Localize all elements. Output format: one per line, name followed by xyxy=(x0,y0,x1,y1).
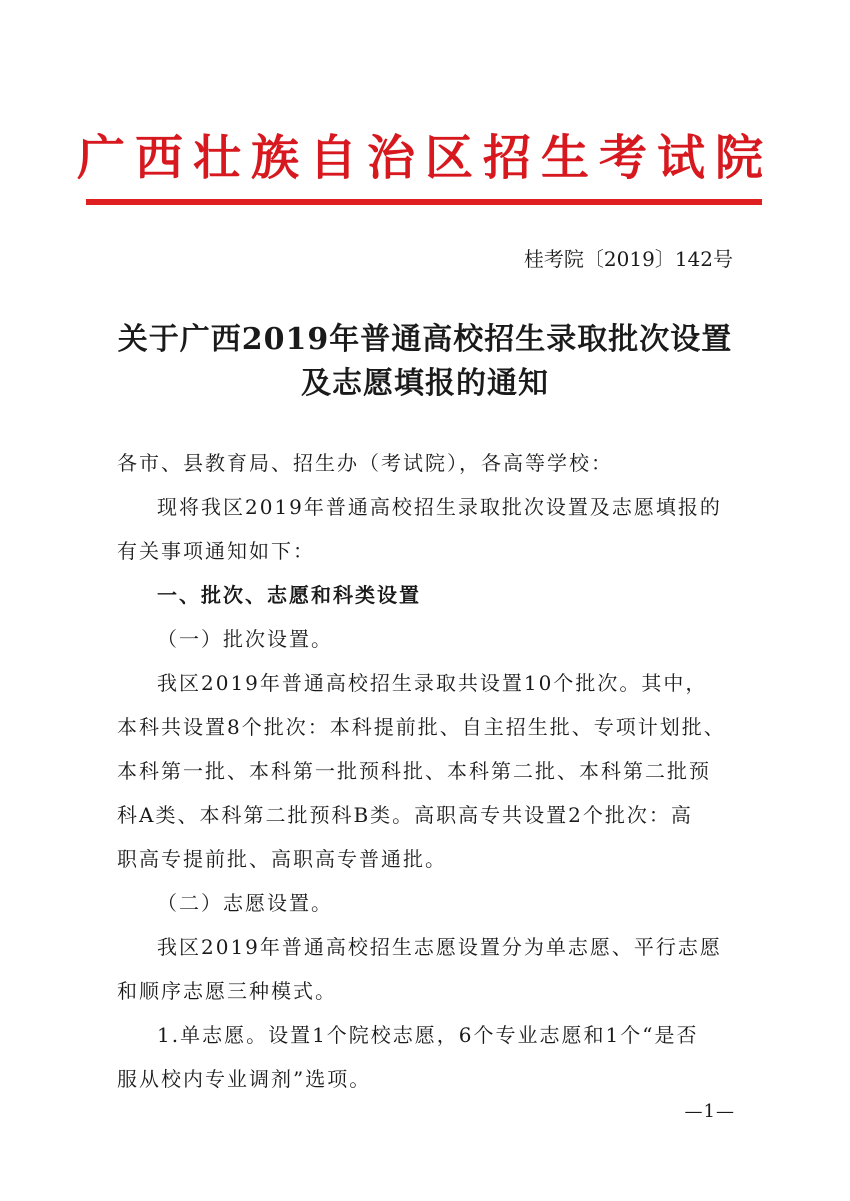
paragraph-line: 科A类、本科第二批预科B类。高职高专共设置2个批次：高 xyxy=(117,803,693,827)
subsection-1-heading: （一）批次设置。 xyxy=(157,627,333,651)
paragraph-line: 本科第一批、本科第一批预科批、本科第二批、本科第二批预 xyxy=(117,759,711,783)
list-item-1-line-1: 1.单志愿。设置1个院校志愿，6个专业志愿和1个“是否 xyxy=(157,1023,699,1047)
list-item-1-line-2: 服从校内专业调剂”选项。 xyxy=(117,1067,372,1091)
title-line-2: 及志愿填报的通知 xyxy=(301,366,549,401)
title-line-1: 关于广西2019年普通高校招生录取批次设置 xyxy=(117,322,733,357)
document-title xyxy=(0,318,850,406)
paragraph-line: 和顺序志愿三种模式。 xyxy=(117,979,337,1003)
subsection-2-heading: （二）志愿设置。 xyxy=(157,891,333,915)
intro-line-2: 有关事项通知如下： xyxy=(117,539,315,563)
intro-line-1: 现将我区2019年普通高校招生录取批次设置及志愿填报的 xyxy=(157,495,722,519)
issuing-authority-header: 广西壮族自治区招生考试院 xyxy=(76,130,773,186)
document-number: 桂考院〔2019〕142号 xyxy=(523,247,733,271)
page-number: —1— xyxy=(684,1101,735,1122)
paragraph-line: 职高专提前批、高职高专普通批。 xyxy=(117,847,447,871)
salutation: 各市、县教育局、招生办（考试院），各高等学校： xyxy=(117,451,613,475)
paragraph-line: 我区2019年普通高校招生录取共设置10个批次。其中， xyxy=(157,671,708,695)
red-header-rule xyxy=(86,199,762,205)
paragraph-line: 本科共设置8个批次：本科提前批、自主招生批、专项计划批、 xyxy=(117,715,726,739)
section-1-heading: 一、批次、志愿和科类设置 xyxy=(157,583,421,607)
paragraph-line: 我区2019年普通高校招生志愿设置分为单志愿、平行志愿 xyxy=(157,935,722,959)
